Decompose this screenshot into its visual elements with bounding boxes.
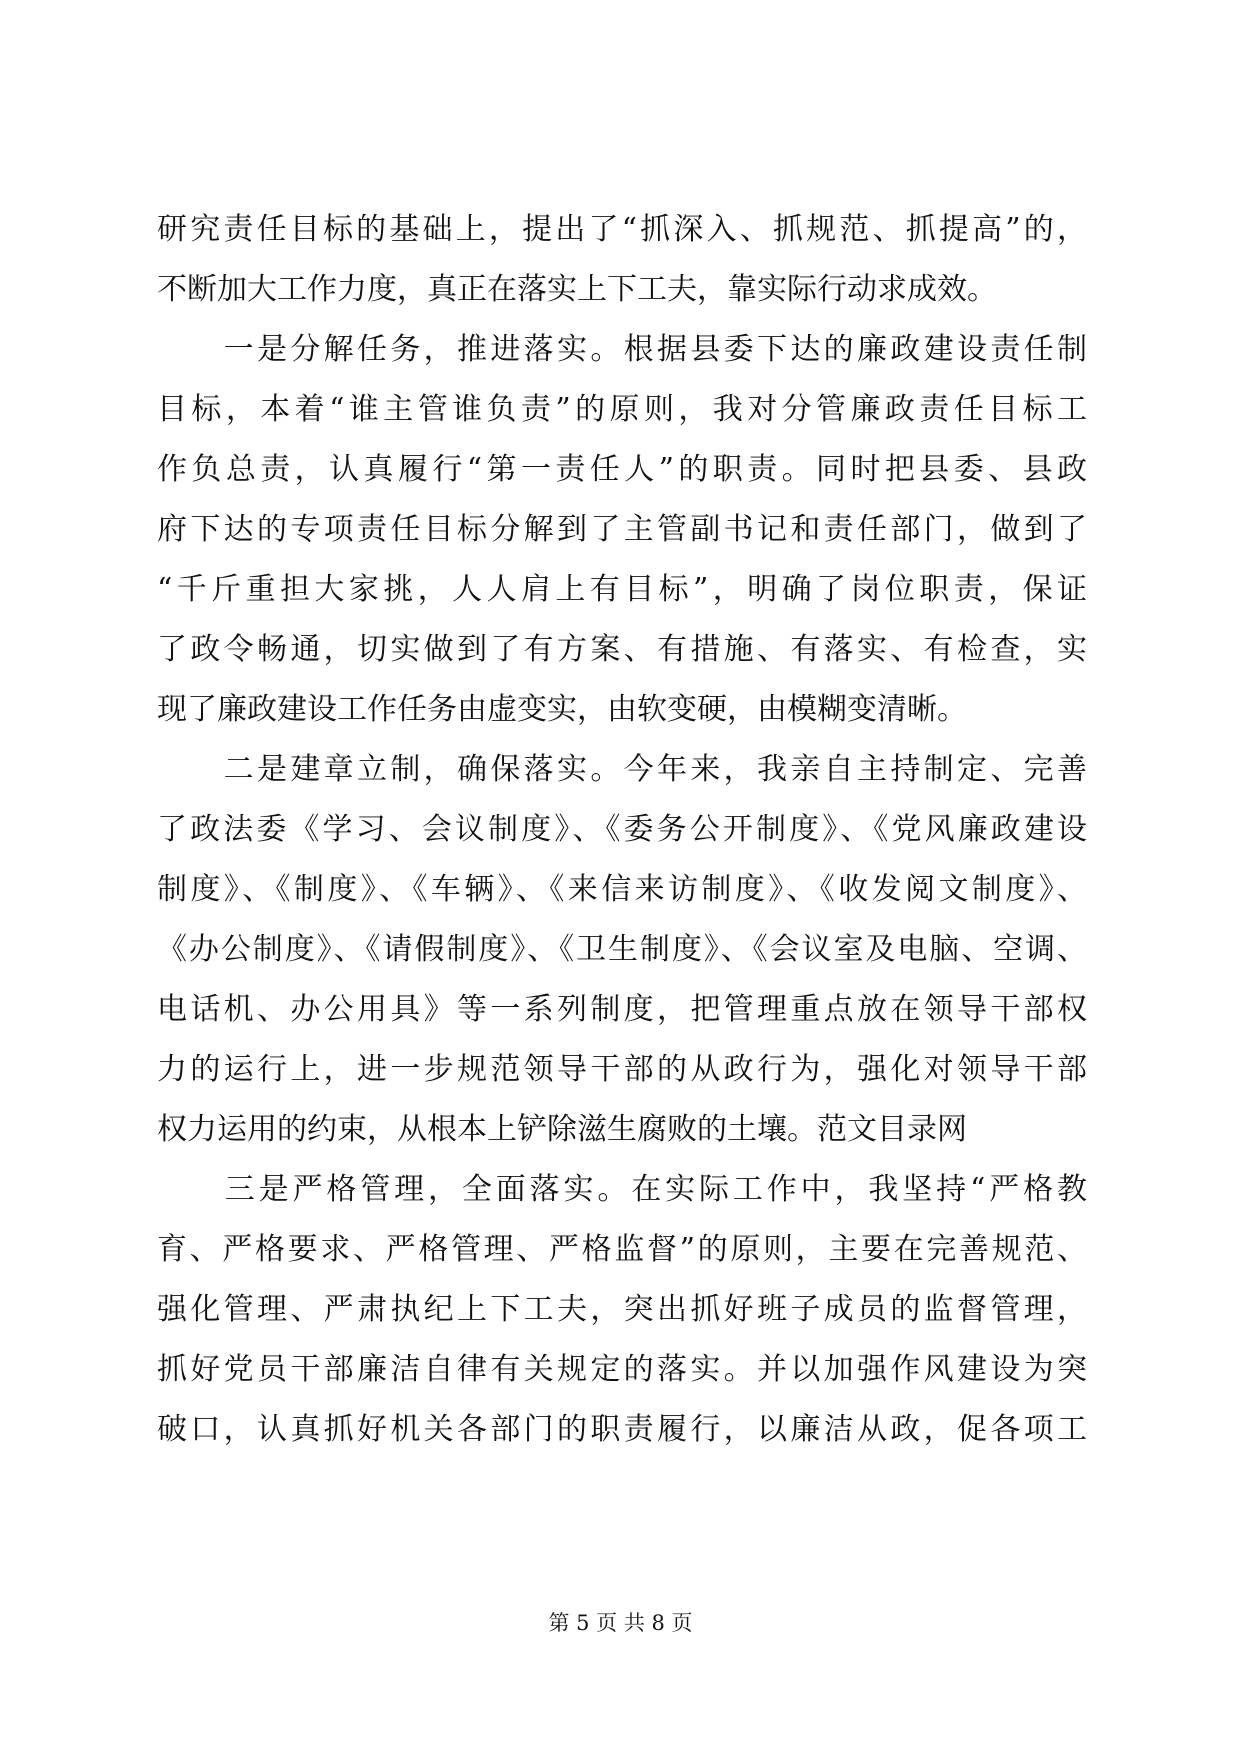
text-line: 不断加大工作力度，真正在落实上下工夫，靠实际行动求成效。: [157, 272, 997, 307]
text-line: 了政令畅通，切实做到了有方案、有措施、有落实、有检查，实: [157, 632, 1087, 667]
text-line: 抓好党员干部廉洁自律有关规定的落实。并以加强作风建设为突: [157, 1352, 1087, 1387]
text-line: 权力运用的约束，从根本上铲除滋生腐败的土壤。范文目录网: [157, 1112, 967, 1147]
text-line: 现了廉政建设工作任务由虚变实，由软变硬，由模糊变清晰。: [157, 692, 967, 727]
text-line: 府下达的专项责任目标分解到了主管副书记和责任部门，做到了: [157, 512, 1087, 547]
text-line: 作负总责，认真履行“第一责任人”的职责。同时把县委、县政: [157, 452, 1087, 487]
page-number-footer: 第 5 页 共 8 页: [548, 1611, 693, 1635]
text-line: 目标，本着“谁主管谁负责”的原则，我对分管廉政责任目标工: [157, 392, 1087, 427]
text-line: 力的运行上，进一步规范领导干部的从政行为，强化对领导干部: [157, 1052, 1087, 1087]
text-line: 一是分解任务，推进落实。根据县委下达的廉政建设责任制: [157, 332, 1087, 367]
text-line: 《办公制度》、《请假制度》、《卫生制度》、《会议室及电脑、空调、: [157, 932, 1087, 967]
text-line: 三是严格管理，全面落实。在实际工作中，我坚持“严格教: [157, 1172, 1087, 1207]
text-line: 研究责任目标的基础上，提出了“抓深入、抓规范、抓提高”的，: [157, 212, 1087, 247]
text-line: “千斤重担大家挑，人人肩上有目标”，明确了岗位职责，保证: [157, 572, 1087, 607]
body-text: [157, 200, 1087, 1460]
text-line: 二是建章立制，确保落实。今年来，我亲自主持制定、完善: [157, 752, 1087, 787]
text-line: 了政法委《学习、会议制度》、《委务公开制度》、《党风廉政建设: [157, 812, 1087, 847]
text-line: 电话机、办公用具》等一系列制度，把管理重点放在领导干部权: [157, 992, 1087, 1027]
text-line: 破口，认真抓好机关各部门的职责履行，以廉洁从政，促各项工: [157, 1412, 1087, 1447]
text-line: 强化管理、严肃执纪上下工夫，突出抓好班子成员的监督管理，: [157, 1292, 1087, 1327]
text-line: 制度》、《制度》、《车辆》、《来信来访制度》、《收发阅文制度》、: [157, 872, 1087, 907]
text-line: 育、严格要求、严格管理、严格监督”的原则，主要在完善规范、: [157, 1232, 1087, 1267]
